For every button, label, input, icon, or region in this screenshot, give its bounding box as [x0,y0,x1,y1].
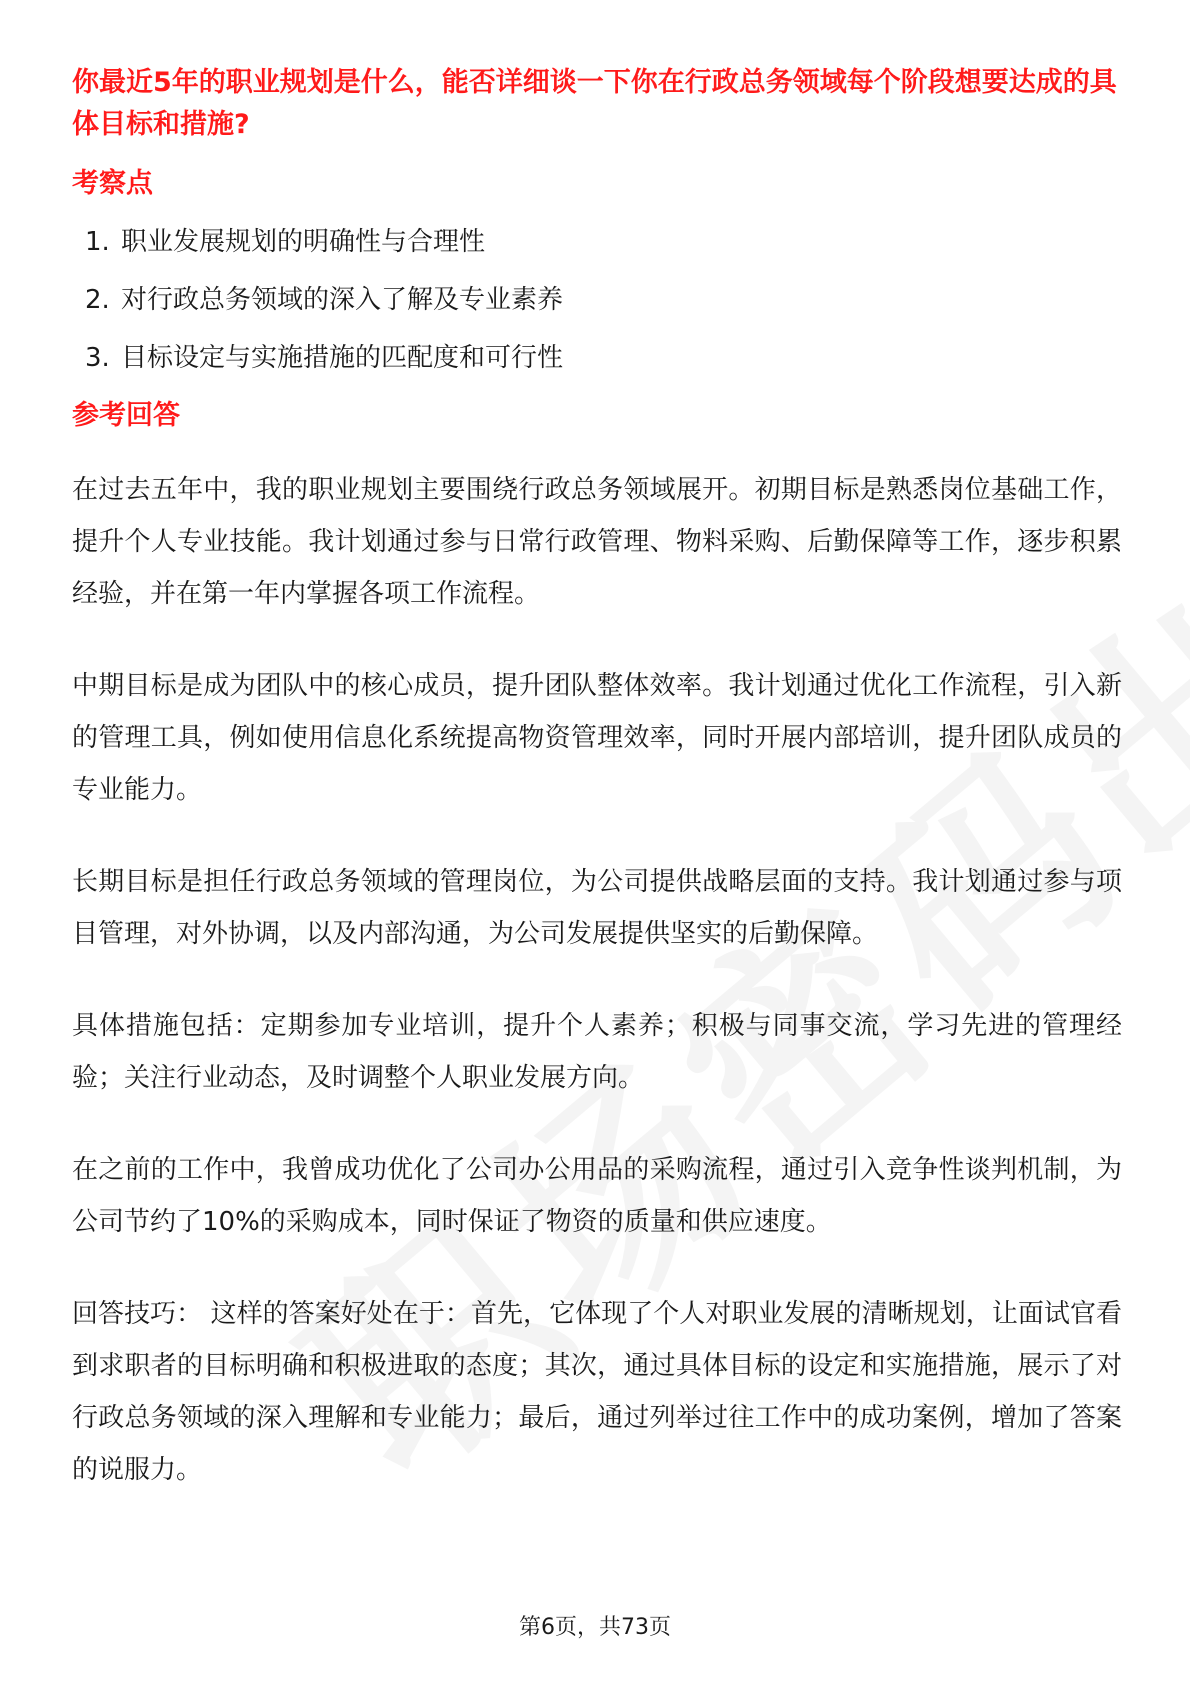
points-list [72,224,1122,376]
answer-paragraph: 在之前的工作中，我曾成功优化了公司办公用品的采购流程，通过引入竞争性谈判机制，为公司节约了10%的采购成本，同时保证了物资的质量和供应速度。 [72,1155,1122,1237]
answer-paragraph: 中期目标是成为团队中的核心成员，提升团队整体效率。我计划通过优化工作流程，引入新的管理工具，例如使用信息化系统提高物资管理效率，同时开展内部培训，提升团队成员的专业能力。 [72,671,1122,805]
list-item-text: 目标设定与实施措施的匹配度和可行性 [121,343,564,373]
list-item [85,224,1122,260]
page-content [72,62,1122,1536]
points-heading: 考察点 [72,168,153,199]
page-number: 第6页，共73页 [519,1615,671,1640]
list-item-number: 1. [85,227,110,257]
list-item-text: 职业发展规划的明确性与合理性 [121,227,486,257]
list-item [85,340,1122,376]
answer-body [72,464,1122,1496]
list-item-text: 对行政总务领域的深入了解及专业素养 [121,285,564,315]
answer-paragraph: 长期目标是担任行政总务领域的管理岗位，为公司提供战略层面的支持。我计划通过参与项目管理，对外协调，以及内部沟通，为公司发展提供坚实的后勤保障。 [72,867,1122,949]
answer-paragraph: 具体措施包括：定期参加专业培训，提升个人素养；积极与同事交流，学习先进的管理经验；关注行业动态，及时调整个人职业发展方向。 [72,1011,1122,1093]
list-item-number: 2. [85,285,110,315]
list-item [85,282,1122,318]
answer-paragraph: 在过去五年中，我的职业规划主要围绕行政总务领域展开。初期目标是熟悉岗位基础工作，提升个人专业技能。我计划通过参与日常行政管理、物料采购、后勤保障等工作，逐步积累经验，并在第一年内掌握各项工作流程。 [72,475,1122,609]
list-item-number: 3. [85,343,110,373]
answer-paragraph: 回答技巧： 这样的答案好处在于：首先，它体现了个人对职业发展的清晰规划，让面试官看到求职者的目标明确和积极进取的态度；其次，通过具体目标的设定和实施措施，展示了对行政总务领域的深入理解和专业能力；最后，通过列举过往工作中的成功案例，增加了答案的说服力。 [72,1299,1122,1485]
question-title: 你最近5年的职业规划是什么，能否详细谈一下你在行政总务领域每个阶段想要达成的具体目标和措施? [72,67,1117,140]
answer-heading: 参考回答 [72,400,180,431]
